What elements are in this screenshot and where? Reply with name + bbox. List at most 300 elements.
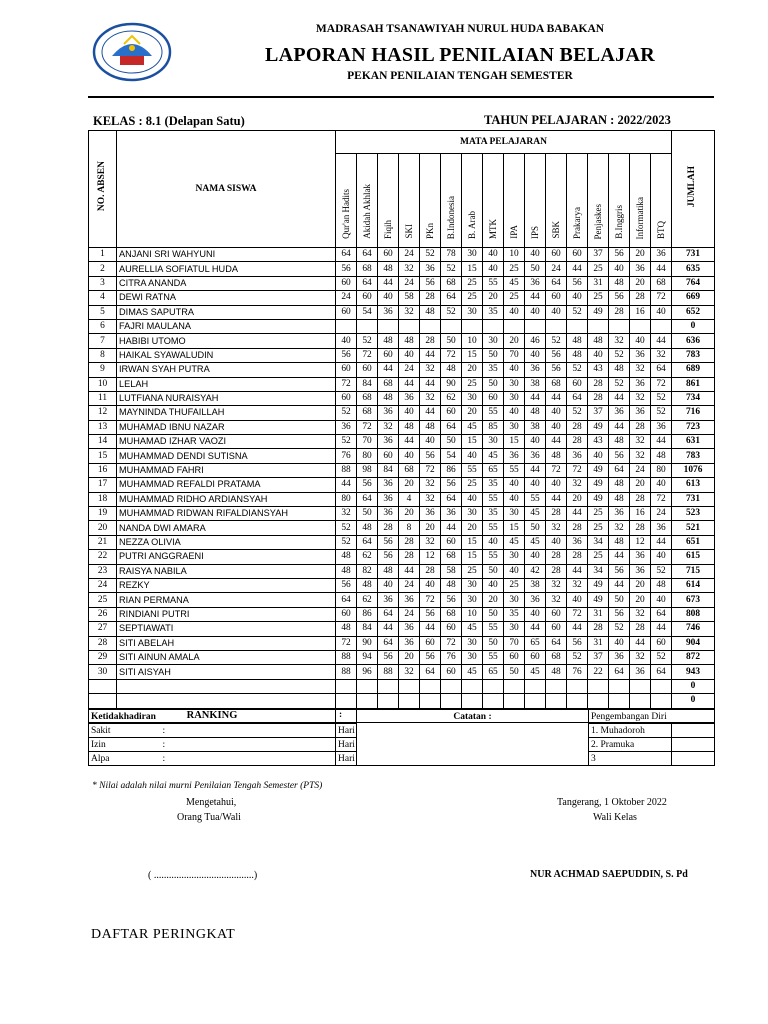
- score-cell: 30: [462, 391, 483, 405]
- score-cell: 64: [651, 665, 672, 679]
- notes-area: [357, 738, 589, 752]
- student-no: [89, 679, 117, 693]
- score-cell: 25: [588, 291, 609, 305]
- score-cell: 72: [336, 377, 357, 391]
- score-cell: 44: [651, 535, 672, 549]
- student-name: ANJANI SRI WAHYUNI: [117, 248, 336, 262]
- score-cell: 40: [504, 492, 525, 506]
- notes-area: [357, 724, 589, 738]
- score-cell: 24: [651, 507, 672, 521]
- score-cell: 15: [462, 535, 483, 549]
- score-cell: 35: [483, 305, 504, 319]
- score-cell: 45: [525, 535, 546, 549]
- student-name: LELAH: [117, 377, 336, 391]
- total-cell: 861: [672, 377, 715, 391]
- total-cell: 764: [672, 276, 715, 290]
- score-cell: 28: [630, 622, 651, 636]
- score-cell: [441, 679, 462, 693]
- subject-header: [420, 154, 441, 248]
- student-name: CITRA ANANDA: [117, 276, 336, 290]
- score-cell: 32: [651, 348, 672, 362]
- score-cell: 32: [546, 593, 567, 607]
- subject-header: [441, 154, 462, 248]
- score-cell: 25: [462, 377, 483, 391]
- total-cell: 689: [672, 363, 715, 377]
- score-cell: 44: [546, 492, 567, 506]
- score-cell: [483, 679, 504, 693]
- score-cell: 55: [483, 622, 504, 636]
- score-cell: 48: [546, 449, 567, 463]
- score-cell: 36: [420, 262, 441, 276]
- score-cell: 40: [525, 607, 546, 621]
- student-no: 13: [89, 420, 117, 434]
- score-cell: 32: [630, 449, 651, 463]
- score-cell: 86: [357, 607, 378, 621]
- score-cell: 50: [441, 334, 462, 348]
- score-cell: 48: [399, 420, 420, 434]
- student-no: 3: [89, 276, 117, 290]
- dev-item: 1. Muhadoroh: [589, 724, 672, 738]
- score-cell: 56: [441, 478, 462, 492]
- score-cell: 60: [546, 291, 567, 305]
- score-cell: 56: [609, 449, 630, 463]
- score-cell: 40: [588, 348, 609, 362]
- score-cell: 35: [483, 363, 504, 377]
- score-cell: 64: [609, 665, 630, 679]
- score-cell: 44: [567, 564, 588, 578]
- score-cell: 45: [525, 507, 546, 521]
- score-cell: [420, 679, 441, 693]
- score-cell: 70: [357, 435, 378, 449]
- score-cell: 28: [630, 521, 651, 535]
- total-cell: 636: [672, 334, 715, 348]
- subject-label: Akidah Akhlak: [361, 184, 372, 239]
- score-cell: 25: [504, 262, 525, 276]
- score-cell: 40: [525, 248, 546, 262]
- parent-signature-line: ( ........................................): [148, 870, 258, 881]
- score-cell: [588, 679, 609, 693]
- score-cell: 44: [609, 578, 630, 592]
- score-cell: 48: [609, 478, 630, 492]
- score-cell: 56: [420, 276, 441, 290]
- subject-header: [357, 154, 378, 248]
- student-name: MUHAMMAD RIDWAN RIFALDIANSYAH: [117, 507, 336, 521]
- score-cell: 60: [441, 665, 462, 679]
- score-cell: 20: [630, 276, 651, 290]
- score-cell: 64: [336, 593, 357, 607]
- score-cell: 12: [630, 535, 651, 549]
- score-cell: 52: [336, 535, 357, 549]
- score-cell: 48: [336, 622, 357, 636]
- score-cell: 72: [357, 420, 378, 434]
- score-cell: 40: [483, 262, 504, 276]
- score-cell: 54: [357, 305, 378, 319]
- total-cell: 783: [672, 449, 715, 463]
- student-no: 22: [89, 550, 117, 564]
- score-cell: 60: [336, 363, 357, 377]
- score-cell: 36: [651, 420, 672, 434]
- ranking-list-title: DAFTAR PERINGKAT: [91, 927, 236, 942]
- score-cell: 48: [336, 550, 357, 564]
- score-cell: 55: [483, 550, 504, 564]
- score-cell: 52: [336, 521, 357, 535]
- total-cell: 783: [672, 348, 715, 362]
- score-cell: 72: [546, 463, 567, 477]
- score-cell: [630, 679, 651, 693]
- student-name: HABIBI UTOMO: [117, 334, 336, 348]
- score-cell: 98: [357, 463, 378, 477]
- score-cell: [504, 319, 525, 333]
- class-label: KELAS : 8.1 (Delapan Satu): [93, 114, 245, 128]
- student-no: 15: [89, 449, 117, 463]
- score-cell: 20: [483, 291, 504, 305]
- score-cell: 48: [546, 665, 567, 679]
- score-cell: 36: [504, 449, 525, 463]
- student-no: 9: [89, 363, 117, 377]
- score-cell: 32: [567, 578, 588, 592]
- score-cell: 56: [420, 449, 441, 463]
- score-cell: [399, 679, 420, 693]
- score-cell: 60: [441, 535, 462, 549]
- score-cell: 28: [420, 564, 441, 578]
- score-cell: 64: [651, 363, 672, 377]
- score-cell: 40: [651, 478, 672, 492]
- score-cell: 82: [357, 564, 378, 578]
- score-cell: 28: [546, 564, 567, 578]
- student-no: 4: [89, 291, 117, 305]
- score-cell: 40: [420, 435, 441, 449]
- ranking-label: RANKING: [89, 708, 336, 722]
- score-cell: 56: [336, 348, 357, 362]
- score-cell: 84: [357, 622, 378, 636]
- col-no-label: NO. ABSEN: [96, 161, 107, 212]
- score-cell: [462, 319, 483, 333]
- student-no: 11: [89, 391, 117, 405]
- table-row: [89, 636, 715, 650]
- table-row: [89, 650, 715, 664]
- score-cell: 35: [504, 607, 525, 621]
- score-cell: 72: [651, 492, 672, 506]
- score-cell: 44: [567, 507, 588, 521]
- score-cell: 50: [441, 435, 462, 449]
- score-cell: 37: [588, 248, 609, 262]
- total-cell: 731: [672, 248, 715, 262]
- score-cell: [609, 679, 630, 693]
- dev-value: [672, 738, 715, 752]
- score-cell: 40: [504, 478, 525, 492]
- subjects-group-header: MATA PELAJARAN: [336, 131, 672, 154]
- score-cell: 56: [609, 248, 630, 262]
- score-cell: 50: [609, 593, 630, 607]
- score-cell: 28: [630, 492, 651, 506]
- score-cell: 60: [546, 248, 567, 262]
- score-cell: 32: [336, 507, 357, 521]
- score-cell: 64: [441, 420, 462, 434]
- score-cell: 28: [378, 521, 399, 535]
- score-cell: [588, 694, 609, 708]
- score-cell: 42: [525, 564, 546, 578]
- score-cell: 36: [525, 363, 546, 377]
- score-cell: 72: [420, 463, 441, 477]
- table-row: [89, 478, 715, 492]
- table-row: [89, 248, 715, 262]
- score-cell: 54: [441, 449, 462, 463]
- grades-table: [88, 130, 715, 723]
- score-cell: 96: [357, 665, 378, 679]
- attendance-unit: Hari: [336, 724, 357, 738]
- student-name: FAJRI MAULANA: [117, 319, 336, 333]
- score-cell: 44: [399, 435, 420, 449]
- score-cell: 32: [420, 492, 441, 506]
- score-cell: 64: [441, 291, 462, 305]
- score-cell: 30: [462, 636, 483, 650]
- score-cell: 40: [651, 593, 672, 607]
- teacher-name: NUR ACHMAD SAEPUDDIN, S. Pd: [530, 869, 688, 880]
- score-cell: 62: [441, 391, 462, 405]
- score-cell: [357, 679, 378, 693]
- subject-header: [630, 154, 651, 248]
- subject-label: BTQ: [655, 221, 666, 239]
- total-cell: 631: [672, 435, 715, 449]
- score-cell: 32: [630, 363, 651, 377]
- student-name: NEZZA OLIVIA: [117, 535, 336, 549]
- score-cell: 52: [357, 334, 378, 348]
- col-total-label: JUMLAH: [687, 165, 698, 208]
- score-cell: 32: [399, 665, 420, 679]
- table-row: [89, 449, 715, 463]
- score-cell: 28: [567, 521, 588, 535]
- score-cell: 24: [399, 578, 420, 592]
- score-cell: 48: [567, 334, 588, 348]
- score-cell: 48: [420, 305, 441, 319]
- score-cell: 36: [630, 406, 651, 420]
- score-cell: 64: [378, 607, 399, 621]
- student-no: 19: [89, 507, 117, 521]
- subject-label: MTK: [487, 219, 498, 239]
- knowing-label: Mengetahui,: [186, 797, 237, 808]
- student-no: 20: [89, 521, 117, 535]
- score-cell: 32: [609, 521, 630, 535]
- total-cell: 731: [672, 492, 715, 506]
- score-cell: 30: [462, 248, 483, 262]
- student-name: MUHAMMAD RIDHO ARDIANSYAH: [117, 492, 336, 506]
- score-cell: 88: [378, 665, 399, 679]
- score-cell: 52: [609, 622, 630, 636]
- score-cell: 56: [336, 578, 357, 592]
- student-name: [117, 679, 336, 693]
- score-cell: 25: [504, 578, 525, 592]
- score-cell: 32: [378, 420, 399, 434]
- student-name: SITI AINUN AMALA: [117, 650, 336, 664]
- score-cell: 48: [378, 334, 399, 348]
- score-cell: 56: [546, 363, 567, 377]
- score-cell: [336, 679, 357, 693]
- report-subtitle: PEKAN PENILAIAN TENGAH SEMESTER: [347, 70, 573, 82]
- score-cell: 36: [399, 636, 420, 650]
- student-no: 1: [89, 248, 117, 262]
- score-cell: 44: [441, 521, 462, 535]
- score-cell: 76: [441, 650, 462, 664]
- report-title: LAPORAN HASIL PENILAIAN BELAJAR: [265, 44, 655, 66]
- score-cell: 52: [567, 363, 588, 377]
- score-cell: 30: [462, 305, 483, 319]
- self-development-title: Pengembangan Diri: [589, 710, 715, 724]
- score-cell: 50: [504, 665, 525, 679]
- table-row: [89, 406, 715, 420]
- score-cell: 85: [483, 420, 504, 434]
- score-cell: 49: [588, 492, 609, 506]
- score-cell: [651, 694, 672, 708]
- student-no: 8: [89, 348, 117, 362]
- score-cell: 60: [378, 348, 399, 362]
- score-cell: 44: [336, 478, 357, 492]
- score-cell: [441, 319, 462, 333]
- score-cell: 45: [462, 622, 483, 636]
- subject-label: B.Indonesia: [445, 195, 456, 239]
- table-row: [89, 593, 715, 607]
- score-cell: 8: [399, 521, 420, 535]
- score-cell: [378, 694, 399, 708]
- score-cell: 45: [483, 449, 504, 463]
- table-row: [89, 391, 715, 405]
- subject-label: B.Inggris: [613, 205, 624, 239]
- score-cell: 40: [525, 435, 546, 449]
- score-cell: 36: [378, 478, 399, 492]
- score-cell: 24: [399, 363, 420, 377]
- score-cell: 43: [588, 363, 609, 377]
- score-cell: 72: [420, 593, 441, 607]
- score-cell: [336, 319, 357, 333]
- score-cell: 30: [504, 377, 525, 391]
- parent-label: Orang Tua/Wali: [177, 812, 241, 823]
- score-cell: 28: [567, 420, 588, 434]
- score-cell: 60: [504, 650, 525, 664]
- table-row: [89, 665, 715, 679]
- score-cell: 68: [378, 377, 399, 391]
- score-cell: 88: [336, 463, 357, 477]
- score-cell: 40: [525, 348, 546, 362]
- subject-label: Fiqih: [382, 219, 393, 239]
- table-row: [89, 492, 715, 506]
- score-cell: 28: [420, 291, 441, 305]
- score-cell: 40: [462, 449, 483, 463]
- score-cell: 64: [546, 636, 567, 650]
- score-cell: [420, 319, 441, 333]
- homeroom-label: Wali Kelas: [593, 812, 637, 823]
- total-cell: 613: [672, 478, 715, 492]
- score-cell: 56: [609, 291, 630, 305]
- score-cell: 52: [651, 564, 672, 578]
- score-cell: 30: [483, 334, 504, 348]
- student-name: MUHAMMAD DENDI SUTISNA: [117, 449, 336, 463]
- score-cell: 28: [567, 550, 588, 564]
- score-cell: 36: [651, 248, 672, 262]
- student-name: PUTRI ANGGRAENI: [117, 550, 336, 564]
- table-row: [89, 262, 715, 276]
- score-cell: [378, 319, 399, 333]
- score-cell: 40: [546, 420, 567, 434]
- student-no: 6: [89, 319, 117, 333]
- score-cell: 50: [483, 636, 504, 650]
- score-cell: 60: [336, 276, 357, 290]
- score-cell: 88: [336, 650, 357, 664]
- score-cell: [378, 679, 399, 693]
- student-name: RIAN PERMANA: [117, 593, 336, 607]
- score-cell: 65: [483, 463, 504, 477]
- total-cell: 0: [672, 679, 715, 693]
- score-cell: [546, 694, 567, 708]
- subject-header: [567, 154, 588, 248]
- total-cell: 0: [672, 694, 715, 708]
- score-cell: 28: [567, 435, 588, 449]
- score-cell: 28: [546, 507, 567, 521]
- score-cell: 44: [630, 636, 651, 650]
- score-cell: 60: [567, 248, 588, 262]
- col-no-header: [89, 131, 117, 248]
- score-cell: 72: [651, 377, 672, 391]
- score-cell: 20: [399, 507, 420, 521]
- notes-area: [357, 752, 589, 766]
- score-cell: [630, 319, 651, 333]
- score-cell: 48: [399, 334, 420, 348]
- total-cell: 651: [672, 535, 715, 549]
- score-cell: 40: [630, 334, 651, 348]
- score-cell: 48: [525, 406, 546, 420]
- score-cell: 72: [651, 291, 672, 305]
- table-row: [89, 507, 715, 521]
- student-no: 29: [89, 650, 117, 664]
- table-row: [89, 348, 715, 362]
- score-cell: 32: [630, 607, 651, 621]
- score-cell: 16: [630, 305, 651, 319]
- score-cell: 40: [483, 248, 504, 262]
- score-cell: 30: [462, 578, 483, 592]
- student-no: 23: [89, 564, 117, 578]
- score-cell: 36: [525, 593, 546, 607]
- total-cell: 652: [672, 305, 715, 319]
- score-cell: 36: [630, 262, 651, 276]
- total-cell: 669: [672, 291, 715, 305]
- score-cell: 40: [588, 449, 609, 463]
- student-no: 2: [89, 262, 117, 276]
- score-cell: 32: [420, 391, 441, 405]
- score-cell: 49: [588, 305, 609, 319]
- score-cell: 50: [357, 507, 378, 521]
- score-cell: 32: [399, 262, 420, 276]
- score-cell: 56: [420, 607, 441, 621]
- score-cell: 68: [441, 550, 462, 564]
- score-cell: 44: [525, 463, 546, 477]
- subject-header: [609, 154, 630, 248]
- score-cell: 36: [378, 305, 399, 319]
- score-cell: 45: [504, 535, 525, 549]
- score-cell: 28: [630, 291, 651, 305]
- score-cell: 64: [336, 248, 357, 262]
- score-cell: 30: [504, 593, 525, 607]
- score-cell: 49: [588, 593, 609, 607]
- table-row: [89, 435, 715, 449]
- score-cell: 20: [462, 363, 483, 377]
- score-cell: 52: [336, 435, 357, 449]
- total-cell: 614: [672, 578, 715, 592]
- score-cell: 45: [462, 665, 483, 679]
- score-cell: [546, 319, 567, 333]
- score-cell: 40: [483, 535, 504, 549]
- subject-label: SKI: [403, 224, 414, 239]
- score-cell: 40: [651, 305, 672, 319]
- score-cell: 44: [378, 276, 399, 290]
- table-row: [89, 363, 715, 377]
